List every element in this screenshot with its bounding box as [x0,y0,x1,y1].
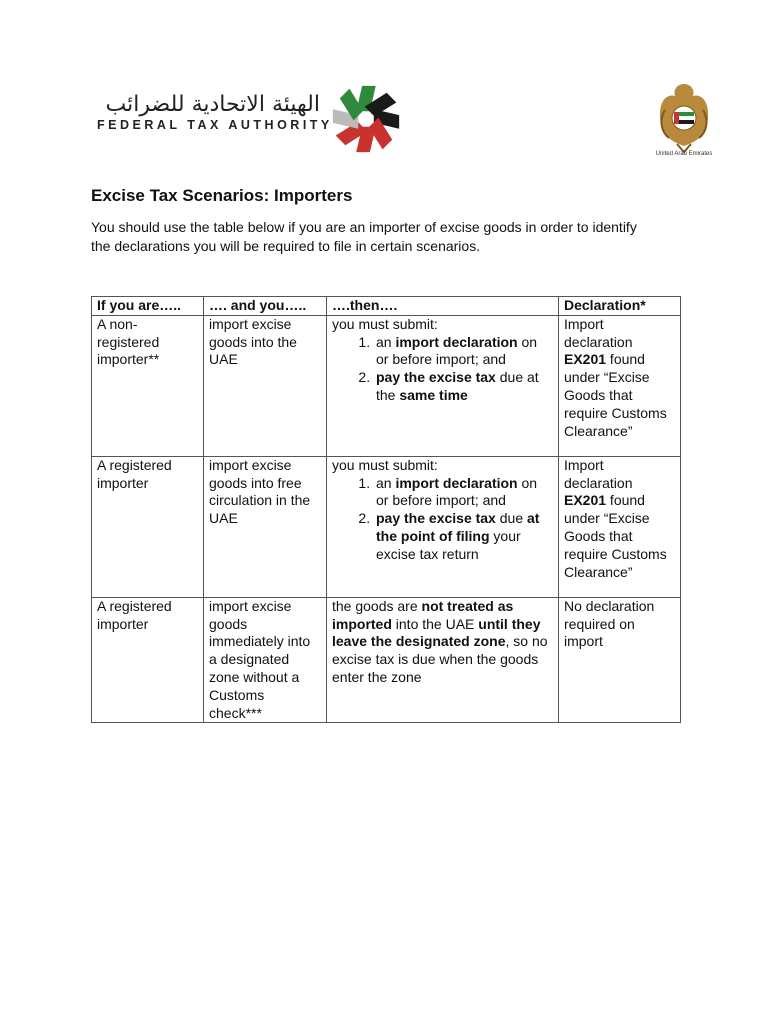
cell-declaration [559,315,681,456]
text-span: found under “Excise Goods that require Customs Clearance” [564,351,667,439]
then-list [332,334,553,405]
header-declaration [559,297,681,316]
list-item [374,334,553,370]
text-span: the goods are [332,597,422,614]
text-span: , so no excise tax is due when the goods enter the zone [332,633,548,685]
list-item [374,475,553,511]
bold-span: import declaration [395,474,518,491]
document-title: Excise Tax Scenarios: Importers [91,186,353,205]
table-row [92,597,681,723]
scenarios-table [91,296,681,723]
bold-span: pay the excise tax [376,369,496,386]
list-item [374,369,553,405]
bold-span: until they leave the designated zone [332,615,541,650]
text-span: Import declaration [564,456,633,491]
cell-action: import excise goods immediately into a designated zone without a Customs check*** [204,597,327,723]
cell-action: import excise goods into the UAE [204,315,327,456]
cell-action: import excise goods into free circulation in the UAE [204,456,327,597]
header-if-you-are: If you are….. [92,297,204,316]
bold-span: EX201 [564,351,607,368]
cell-then [327,456,559,597]
text-span: into the UAE [391,615,479,632]
uae-emblem-icon [655,80,713,160]
fta-logo [95,80,405,160]
cell-then [327,315,559,456]
bold-span: import declaration [395,333,518,350]
intro-paragraph: You should use the table below if you are an importer of excise goods in order to identify the declarations you will be required to file in certain scenarios. [91,219,637,254]
list-item [374,510,553,563]
text-span: due [495,510,527,527]
then-list [332,475,553,564]
cell-then [327,597,559,723]
text-span: on or before import; and [376,474,538,509]
header-declaration-label: Declaration* [564,297,646,313]
text-span: found under “Excise Goods that require Customs Clearance” [564,492,667,580]
page-header [0,0,770,175]
bold-span: pay the excise tax [376,510,496,527]
header-and-you: …. and you….. [204,297,327,316]
text-span: an [376,474,396,491]
text-span: your excise tax return [376,527,521,562]
bold-span: same time [399,386,468,403]
header-then: ….then…. [327,297,559,316]
emblem-label: United Arab Emirates [655,151,713,157]
cell-who: A registered importer [92,597,204,723]
cell-declaration [559,456,681,597]
then-intro: you must submit: [332,456,438,473]
table-header-row [92,297,681,316]
text-span: due at the [376,369,539,403]
text-span: Import declaration [564,315,633,350]
fta-emblem-icon [327,80,405,158]
text-span: an [376,333,396,350]
table-row [92,456,681,597]
bold-span: not treated as imported [332,597,514,632]
fta-logo-arabic: الهيئة الاتحادية للضرائب [105,92,320,117]
cell-who: A registered importer [92,456,204,597]
table-row [92,315,681,456]
fta-logo-english: FEDERAL TAX AUTHORITY [97,118,333,132]
cell-declaration: No declaration required on import [559,597,681,723]
then-intro: you must submit: [332,315,438,332]
bold-span: EX201 [564,492,607,509]
bold-span: at the point of filing [376,510,540,544]
text-span: on or before import; and [376,333,538,368]
cell-who: A non-registered importer** [92,315,204,456]
